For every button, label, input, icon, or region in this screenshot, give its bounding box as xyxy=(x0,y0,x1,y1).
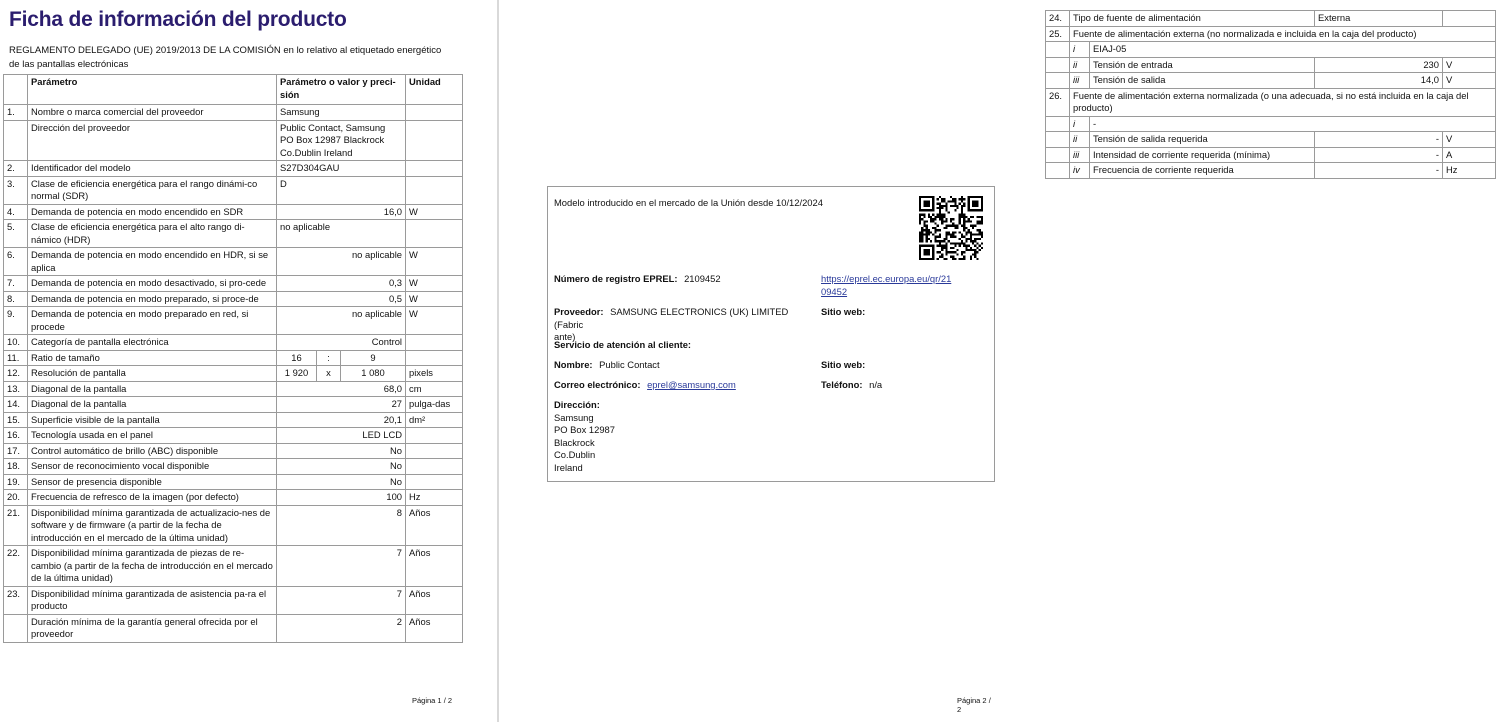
table-row: 21. Disponibilidad mínima garantizada de actualizacio-nes de software y de firmware (a partir de la fecha de introducción en el mercado de la última unidad) 8 Años xyxy=(4,505,463,546)
power-supply-table xyxy=(1045,10,1496,179)
eprel-number-label: Número de registro EPREL: xyxy=(554,273,678,284)
table-row: 6. Demanda de potencia en modo encendido en HDR, si se aplica no aplicable W xyxy=(4,248,463,276)
contact-name-value: Public Contact xyxy=(599,359,660,370)
table-row: 11. Ratio de tamaño 16 : 9 xyxy=(4,350,463,366)
table-row: 7. Demanda de potencia en modo desactivado, si pro-cede 0,3 W xyxy=(4,276,463,292)
website-label-2: Sitio web: xyxy=(821,359,866,370)
page-number: Página 1 / 2 xyxy=(412,696,453,705)
table-row: i EIAJ-05 xyxy=(1046,42,1496,58)
address-line: Blackrock xyxy=(554,436,595,448)
page-number: Página 2 / 2 xyxy=(957,696,991,714)
email-label: Correo electrónico: xyxy=(554,379,641,390)
header-value: Parámetro o valor y preci-sión xyxy=(277,75,406,105)
website-label: Sitio web: xyxy=(821,306,866,317)
eprel-url-link[interactable]: https://eprel.ec.europa.eu/qr/21 09452 xyxy=(821,273,952,297)
table-row: ii Tensión de entrada 230 V xyxy=(1046,57,1496,73)
table-row: 19. Sensor de presencia disponible No xyxy=(4,474,463,490)
table-row: iv Frecuencia de corriente requerida - Hz xyxy=(1046,163,1496,179)
contact-name-label: Nombre: xyxy=(554,359,593,370)
table-row: 14. Diagonal de la pantalla 27 pulga-das xyxy=(4,397,463,413)
header-param: Parámetro xyxy=(28,75,277,105)
table-row: 24. Tipo de fuente de alimentación Externa xyxy=(1046,11,1496,27)
supplier-value: SAMSUNG ELECTRONICS (UK) LIMITED (Fabric xyxy=(554,306,789,330)
address-line: Ireland xyxy=(554,461,583,473)
table-row: 22. Disponibilidad mínima garantizada de piezas de re-cambio (a partir de la fecha de introducción en el mercado de la última unidad) 7 Años xyxy=(4,546,463,587)
address-line: Co.Dublin xyxy=(554,449,596,460)
table-row: 9. Demanda de potencia en modo preparado en red, si procede no aplicable W xyxy=(4,307,463,335)
address-block xyxy=(554,399,615,474)
phone-label: Teléfono: xyxy=(821,379,863,390)
qr-code-icon[interactable] xyxy=(919,196,983,260)
table-row: 23. Disponibilidad mínima garantizada de asistencia pa-ra el producto 7 Años xyxy=(4,586,463,614)
market-intro-text: Modelo introducido en el mercado de la Unión desde 10/12/2024 xyxy=(554,197,823,208)
table-row: 18. Sensor de reconocimiento vocal disponible No xyxy=(4,459,463,475)
regulation-text: REGLAMENTO DELEGADO (UE) 2019/2013 DE LA COMISIÓN en lo relativo al etiquetado energético de las pantallas electrónicas xyxy=(9,45,442,70)
table-row: 13. Diagonal de la pantalla 68,0 cm xyxy=(4,381,463,397)
supplier-value-cont: ante) xyxy=(554,331,576,342)
table-row: 8. Demanda de potencia en modo preparado, si proce-de 0,5 W xyxy=(4,291,463,307)
table-row: Dirección del proveedor Public Contact, Samsung PO Box 12987 Blackrock Co.Dublin Ireland xyxy=(4,120,463,161)
table-row: iii Tensión de salida 14,0 V xyxy=(1046,73,1496,89)
table-header-row xyxy=(4,75,463,105)
document-title: Ficha de información del producto xyxy=(9,8,347,31)
table-row: 20. Frecuencia de refresco de la imagen (por defecto) 100 Hz xyxy=(4,490,463,506)
header-unit: Unidad xyxy=(406,75,463,105)
eprel-info-box xyxy=(547,186,995,482)
eprel-number-value: 2109452 xyxy=(684,273,721,284)
page-divider xyxy=(497,0,499,722)
table-row: 10. Categoría de pantalla electrónica Control xyxy=(4,335,463,351)
table-row: 12. Resolución de pantalla 1 920 x 1 080 pixels xyxy=(4,366,463,382)
table-row: 2. Identificador del modelo S27D304GAU xyxy=(4,161,463,177)
table-row: 3. Clase de eficiencia energética para el rango dinámi-co normal (SDR) D xyxy=(4,176,463,204)
table-row: 26. Fuente de alimentación externa normalizada (o una adecuada, si no está incluida en la caja del producto) xyxy=(1046,88,1496,116)
table-row: 16. Tecnología usada en el panel LED LCD xyxy=(4,428,463,444)
customer-service-label: Servicio de atención al cliente: xyxy=(554,339,692,350)
table-row: iii Intensidad de corriente requerida (mínima) - A xyxy=(1046,147,1496,163)
table-row: 4. Demanda de potencia en modo encendido en SDR 16,0 W xyxy=(4,204,463,220)
page-1 xyxy=(0,0,497,722)
table-row: 17. Control automático de brillo (ABC) disponible No xyxy=(4,443,463,459)
table-row: Duración mínima de la garantía general ofrecida por el proveedor 2 Años xyxy=(4,614,463,642)
supplier-label: Proveedor: xyxy=(554,306,604,317)
product-info-table xyxy=(3,74,463,643)
table-row: 25. Fuente de alimentación externa (no normalizada e incluida en la caja del producto) xyxy=(1046,26,1496,42)
table-row: i - xyxy=(1046,116,1496,132)
table-row: ii Tensión de salida requerida - V xyxy=(1046,132,1496,148)
email-link[interactable]: eprel@samsung.com xyxy=(647,379,736,390)
table-row: 15. Superficie visible de la pantalla 20,1 dm² xyxy=(4,412,463,428)
page-2 xyxy=(500,0,1469,722)
address-label: Dirección: xyxy=(554,399,600,410)
table-row: 1. Nombre o marca comercial del proveedor Samsung xyxy=(4,105,463,121)
address-line: PO Box 12987 xyxy=(554,424,615,435)
phone-value: n/a xyxy=(869,379,883,390)
address-line: Samsung xyxy=(554,411,594,423)
table-row: 5. Clase de eficiencia energética para el alto rango di-námico (HDR) no aplicable xyxy=(4,220,463,248)
